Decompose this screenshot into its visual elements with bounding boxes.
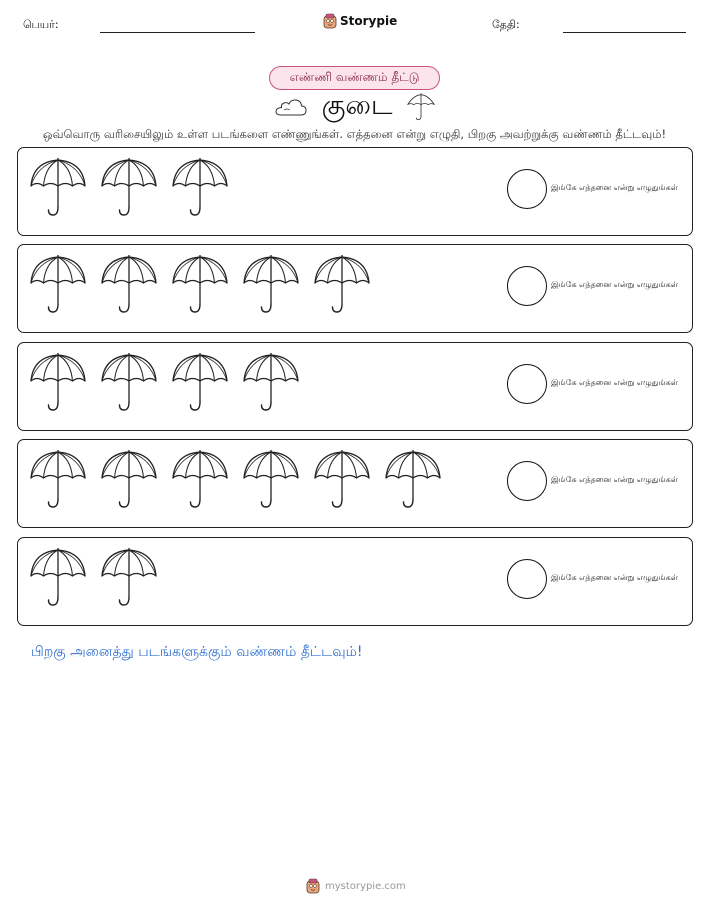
umbrella-picture[interactable] <box>100 449 158 510</box>
brand-name: Storypie <box>340 14 398 28</box>
umbrella-picture[interactable] <box>171 254 229 315</box>
umbrella-group <box>29 254 371 315</box>
cloud-icon <box>274 96 308 118</box>
umbrella-picture[interactable] <box>29 352 87 413</box>
umbrella-group <box>29 352 300 413</box>
umbrella-picture[interactable] <box>100 547 158 608</box>
answer-label: இங்கே எத்தனை என்று எழுதுங்கள் <box>551 475 678 484</box>
umbrella-picture[interactable] <box>242 449 300 510</box>
umbrella-picture[interactable] <box>242 254 300 315</box>
umbrella-group <box>29 449 442 510</box>
umbrella-picture[interactable] <box>29 547 87 608</box>
name-line[interactable] <box>100 32 255 33</box>
answer-circle[interactable] <box>507 364 547 404</box>
answer-circle[interactable] <box>507 461 547 501</box>
coloring-note: பிறகு அனைத்து படங்களுக்கும் வண்ணம் தீட்டவும்! <box>31 644 363 660</box>
site-footer <box>306 878 406 894</box>
umbrella-icon <box>406 91 436 123</box>
umbrella-picture[interactable] <box>171 449 229 510</box>
mascot-icon <box>306 878 320 894</box>
activity-badge-text: எண்ணி வண்ணம் தீட்டு <box>289 70 420 84</box>
answer-label: இங்கே எத்தனை என்று எழுதுங்கள் <box>551 378 678 387</box>
umbrella-picture[interactable] <box>171 352 229 413</box>
answer-label: இங்கே எத்தனை என்று எழுதுங்கள் <box>551 280 678 289</box>
umbrella-picture[interactable] <box>29 157 87 218</box>
brand-logo <box>323 13 397 29</box>
umbrella-picture[interactable] <box>100 157 158 218</box>
umbrella-picture[interactable] <box>384 449 442 510</box>
umbrella-picture[interactable] <box>242 352 300 413</box>
instructions: ஒவ்வொரு வரிசையிலும் உள்ள படங்களை எண்ணுங்கள். எத்தனை என்று எழுதி, பிறகு அவற்றுக்கு வண்ணம் தீட்டவும்! <box>42 127 667 141</box>
answer-circle[interactable] <box>507 266 547 306</box>
page-title: குடை <box>321 89 393 121</box>
date-label: தேதி: <box>492 18 520 31</box>
umbrella-group <box>29 547 158 608</box>
date-line[interactable] <box>563 32 686 33</box>
counting-row-1 <box>17 147 693 236</box>
counting-row-3 <box>17 342 693 431</box>
answer-circle[interactable] <box>507 559 547 599</box>
title-row <box>270 90 440 124</box>
umbrella-picture[interactable] <box>171 157 229 218</box>
umbrella-picture[interactable] <box>100 254 158 315</box>
mascot-icon <box>323 13 337 29</box>
activity-badge <box>269 66 440 90</box>
umbrella-picture[interactable] <box>29 449 87 510</box>
answer-label: இங்கே எத்தனை என்று எழுதுங்கள் <box>551 573 678 582</box>
counting-row-4 <box>17 439 693 528</box>
answer-label: இங்கே எத்தனை என்று எழுதுங்கள் <box>551 183 678 192</box>
answer-circle[interactable] <box>507 169 547 209</box>
counting-row-2 <box>17 244 693 333</box>
umbrella-picture[interactable] <box>29 254 87 315</box>
umbrella-picture[interactable] <box>100 352 158 413</box>
counting-row-5 <box>17 537 693 626</box>
site-url[interactable]: mystorypie.com <box>325 880 406 892</box>
umbrella-picture[interactable] <box>313 449 371 510</box>
umbrella-picture[interactable] <box>313 254 371 315</box>
name-label: பெயர்: <box>23 18 59 31</box>
umbrella-group <box>29 157 229 218</box>
